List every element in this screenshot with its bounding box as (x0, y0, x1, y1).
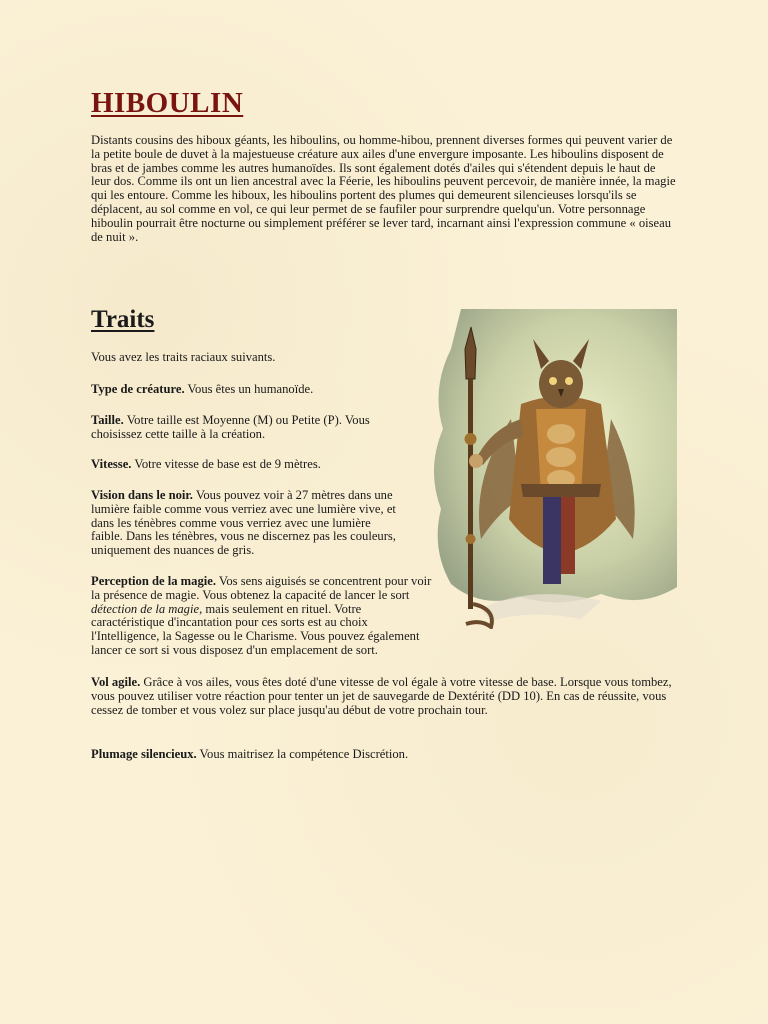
trait-silent-plumage (91, 748, 676, 762)
trait-name: Perception de la magie. (91, 574, 216, 588)
trait-name: Taille. (91, 413, 124, 427)
trait-size (91, 414, 386, 442)
trait-text: Vos sens aiguisés se concentrent pour voir la présence de magie. Vous obtenez la capacité de lancer le sort (91, 574, 432, 602)
trait-text: Vous êtes un humanoïde. (184, 382, 314, 396)
trait-name: Plumage silencieux. (91, 747, 197, 761)
trait-name: Vol agile. (91, 675, 141, 689)
trait-name: Vision dans le noir. (91, 488, 193, 502)
trait-speed (91, 458, 411, 472)
trait-text: Grâce à vos ailes, vous êtes doté d'une vitesse de vol égale à votre vitesse de base. Lorsque vous tombez, vous pouvez utiliser votre réaction pour tenter un jet de sauvegarde de Dextérité (DD 10). En cas de réussite, vous cessez de tomber et vous volez sur place jusqu'au début de votre prochain tour. (91, 675, 672, 717)
intro-paragraph: Distants cousins des hiboux géants, les hiboulins, ou homme-hibou, prennent diverses formes qui peuvent varier de la petite boule de duvet à la majestueuse créature aux ailes d'une envergure imposante. Les hiboulins disposent de bras et de jambes comme les autres humanoïdes. Ils sont également dotés d'ailes qui s'étendent depuis le haut de leur dos. Comme ils ont un lien ancestral avec la Féerie, les hiboulins peuvent percevoir, de manière innée, la magie qui les entoure. Comme les hiboux, les hiboulins portent des plumes qui demeurent silencieuses lorsqu'ils se déplacent, au sol comme en vol, ce qui leur permet de se faufiler pour surprendre quelqu'un. Votre personnage hiboulin pourrait être nocturne ou simplement préférer se lever tard, incarnant ainsi l'expression commune « oiseau de nuit ». (91, 133, 676, 244)
trait-text: Votre vitesse de base est de 9 mètres. (131, 457, 321, 471)
spell-name: détection de la magie (91, 601, 200, 616)
trait-magic-perception (91, 575, 436, 658)
traits-intro: Vous avez les traits raciaux suivants. (91, 350, 276, 364)
traits-heading: Traits (91, 306, 155, 333)
page-title: HIBOULIN (91, 87, 244, 119)
trait-creature-type (91, 383, 411, 397)
trait-darkvision (91, 489, 403, 558)
trait-text: , mais seulement en rituel. Votre caractéristique d'incantation pour ces sorts est au choix l'Intelligence, la Sagesse ou le Charisme. Vous pouvez également lancer ce sort si vous disposez d'un emplacement de sort. (91, 601, 420, 657)
trait-text: Vous maitrisez la compétence Discrétion. (196, 747, 409, 761)
trait-text: Votre taille est Moyenne (M) ou Petite (P). Vous choisissez cette taille à la création. (91, 413, 370, 441)
page-content (91, 86, 681, 761)
trait-agile-flight (91, 676, 676, 717)
trait-name: Type de créature. (91, 382, 185, 396)
owlfolk-illustration (421, 309, 677, 629)
trait-name: Vitesse. (91, 457, 132, 471)
trait-text: Vous pouvez voir à 27 mètres dans une lumière faible comme vous verriez avec une lumière vive, et dans les ténèbres comme vous verriez avec une lumière faible. Dans les ténèbres, vous ne discernez pas les couleurs, uniquement des nuances de gris. (91, 488, 396, 558)
